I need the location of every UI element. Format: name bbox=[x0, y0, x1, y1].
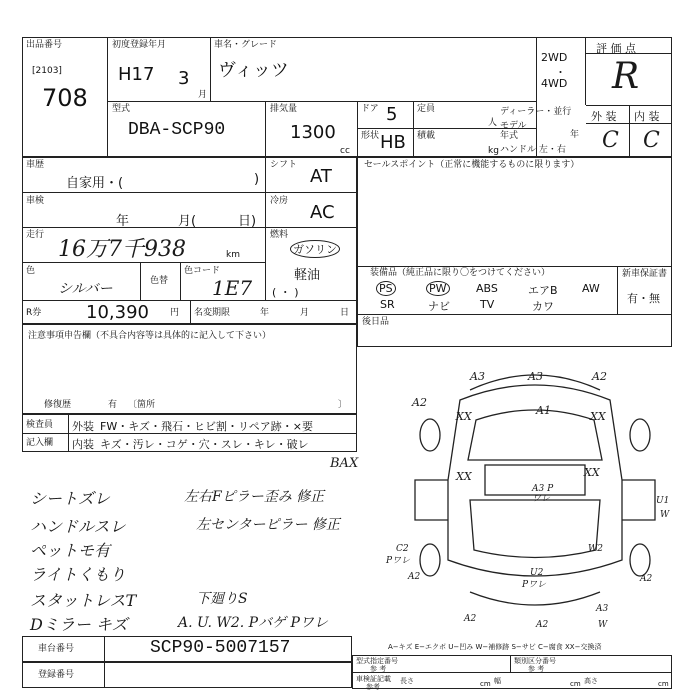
capacity-label: 定員 bbox=[417, 104, 436, 114]
diagram-mark: A3 bbox=[528, 370, 543, 383]
displacement-label: 排気量 bbox=[270, 104, 298, 114]
dims-unit: cm bbox=[570, 680, 581, 688]
chassis-label: 車台番号 bbox=[38, 644, 75, 654]
meigi-month: 月 bbox=[300, 308, 310, 318]
diagram-mark: Pワレ bbox=[522, 580, 547, 590]
inspection-day: 日) bbox=[238, 214, 257, 229]
equip-leather: カワ bbox=[532, 300, 554, 313]
meigi-year: 年 bbox=[260, 308, 270, 318]
type-spec-label: 型式指定番号 bbox=[356, 657, 398, 665]
diagram-mark: C2 bbox=[396, 544, 409, 554]
diagram-mark: A2 bbox=[408, 572, 421, 582]
displacement-value: 1300 bbox=[290, 122, 336, 143]
lot-number: 708 bbox=[42, 84, 88, 112]
fuel-gas: ガソリン bbox=[290, 240, 340, 258]
shift-label: シフト bbox=[270, 160, 298, 170]
first-reg-era: H17 bbox=[118, 64, 155, 85]
aircon-label: 冷房 bbox=[270, 196, 289, 206]
first-reg-label: 初度登録年月 bbox=[112, 40, 167, 50]
dealer-label: ディーラー・並行 bbox=[500, 107, 572, 117]
chassis-value: SCP90-5007157 bbox=[150, 638, 291, 658]
equip-aw: AW bbox=[582, 282, 600, 295]
type-spec-sub: 参 考 bbox=[370, 665, 387, 673]
grade-int-label: 内 装 bbox=[634, 110, 660, 123]
diagram-mark: U1 bbox=[656, 496, 670, 506]
color-code-label: 色コード bbox=[184, 266, 221, 276]
car-name-label: 車名・グレード bbox=[214, 40, 278, 50]
doors-label: ドア bbox=[361, 104, 379, 114]
handwritten-note: 左センターピラー 修正 bbox=[196, 517, 340, 533]
notes-label: 注意事項申告欄（不具合内容等は具体的に記入して下さい） bbox=[28, 331, 272, 341]
equip-pw: PW bbox=[426, 281, 450, 296]
handwritten-note: ペットモ有 bbox=[30, 541, 111, 560]
dims-label: 車検証記載 bbox=[356, 675, 391, 683]
grade-ext-label: 外 装 bbox=[591, 110, 617, 123]
load-unit: kg bbox=[488, 146, 499, 156]
equip-navi: ナビ bbox=[428, 300, 450, 313]
model-value: DBA-SCP90 bbox=[128, 120, 226, 140]
int-row-tag: 内装 bbox=[72, 438, 94, 451]
diagram-mark: U2 bbox=[530, 568, 544, 578]
mileage-value: 16万7千938 bbox=[58, 237, 186, 262]
class-number-label: 類別区分番号 bbox=[514, 657, 556, 665]
diagram-mark: W bbox=[598, 620, 608, 630]
meigi-label: 名変期限 bbox=[194, 308, 231, 318]
diagram-mark: XX bbox=[456, 470, 472, 483]
model-label: 型式 bbox=[112, 104, 131, 114]
diagram-mark: A2 bbox=[536, 620, 549, 630]
equip-airbag: エアB bbox=[528, 284, 558, 297]
equip-abs: ABS bbox=[476, 282, 498, 295]
handwritten-note: BAX bbox=[330, 456, 359, 471]
drive-4wd: 4WD bbox=[541, 77, 568, 90]
equip-ps: PS bbox=[376, 281, 396, 296]
model-year-unit: 年 bbox=[570, 130, 580, 140]
repair-close: 〕 bbox=[338, 400, 348, 410]
color-value: シルバー bbox=[58, 281, 113, 297]
handwritten-note: ライトくもり bbox=[30, 565, 126, 584]
diagram-mark: A3 bbox=[470, 370, 485, 383]
repair-label: 修復歴 bbox=[44, 400, 72, 410]
repair-value: 有 bbox=[108, 400, 118, 410]
history-close: ) bbox=[254, 172, 260, 187]
drive-dot: ・ bbox=[555, 66, 566, 79]
dims-unit: cm bbox=[658, 680, 669, 688]
mileage-label: 走行 bbox=[26, 230, 45, 240]
repair-place: 〔箇所 bbox=[128, 400, 156, 410]
aircon-value: AC bbox=[310, 202, 335, 223]
diagram-mark: A2 bbox=[464, 614, 477, 624]
load-label: 積載 bbox=[417, 131, 436, 141]
model-year-label: モデル年式 bbox=[500, 121, 527, 141]
handwritten-note: Dミラー キズ bbox=[30, 615, 128, 634]
dims-width: 幅 bbox=[494, 677, 501, 685]
grade-label: 評 価 点 bbox=[596, 42, 636, 55]
grade-value: R bbox=[612, 56, 640, 97]
fuel-label: 燃料 bbox=[270, 230, 289, 240]
fuel-other: ( ・ ) bbox=[272, 286, 299, 299]
doors-value: 5 bbox=[386, 104, 398, 125]
diagram-mark: A2 bbox=[412, 396, 427, 409]
handwritten-note: ハンドルスレ bbox=[30, 517, 126, 536]
legend: A−キズ E−エクボ U−凹み W−補修跡 S−サビ C−腐食 XX−交換済 bbox=[388, 643, 602, 651]
diagram-mark: XX bbox=[590, 410, 606, 423]
diagram-mark: W bbox=[660, 510, 670, 520]
inspection-month: 月( bbox=[178, 214, 197, 229]
lot-code: [2103] bbox=[32, 66, 62, 76]
mileage-unit: km bbox=[226, 250, 240, 260]
dims-length: 長さ bbox=[400, 677, 414, 685]
diagram-mark: Pワレ bbox=[386, 556, 411, 566]
car-name-value: ヴィッツ bbox=[218, 60, 289, 81]
capacity-unit: 人 bbox=[488, 118, 498, 128]
history-label: 車歴 bbox=[26, 160, 45, 170]
inspection-label: 車検 bbox=[26, 196, 45, 206]
handwritten-note: 左右Fピラー歪み 修正 bbox=[184, 489, 325, 505]
diagram-mark: XX bbox=[456, 410, 472, 423]
grade-ext-value: C bbox=[602, 128, 619, 153]
registration-label: 登録番号 bbox=[38, 670, 75, 680]
diagram-mark: A3 bbox=[596, 604, 609, 614]
dims-ref: 参考 bbox=[366, 683, 380, 691]
displacement-unit: cc bbox=[340, 146, 350, 156]
handwritten-note: シートズレ bbox=[30, 489, 110, 508]
warranty-value: 有・無 bbox=[627, 292, 660, 305]
ext-row-tag: 外装 bbox=[72, 420, 94, 433]
equip-tv: TV bbox=[480, 298, 495, 311]
int-row-items: キズ・汚レ・コゲ・穴・スレ・キレ・破レ bbox=[100, 438, 309, 451]
fuel-diesel: 軽油 bbox=[294, 268, 321, 283]
recycle-unit: 円 bbox=[170, 308, 180, 318]
history-value: 自家用・( bbox=[66, 176, 124, 191]
first-reg-month: 3 bbox=[178, 68, 190, 89]
diagram-mark: XX bbox=[584, 466, 600, 479]
record-label: 記入欄 bbox=[26, 438, 54, 448]
sales-point-label: セールスポイント（正常に機能するものに限ります） bbox=[364, 160, 580, 170]
color-change-label: 色替 bbox=[150, 276, 169, 286]
diagram-mark: A3 Pワレ bbox=[532, 484, 554, 504]
sales-block bbox=[357, 157, 672, 347]
body-type-label: 形状 bbox=[361, 131, 380, 141]
ext-row-items: FW・キズ・飛石・ヒビ割・リペア跡・×要 bbox=[100, 420, 313, 433]
color-label: 色 bbox=[26, 266, 36, 276]
inspector-label: 検査員 bbox=[26, 420, 54, 430]
grade-int-value: C bbox=[643, 128, 660, 153]
first-reg-month-unit: 月 bbox=[198, 90, 208, 100]
dims-unit: cm bbox=[480, 680, 491, 688]
diagram-mark: W2 bbox=[588, 544, 603, 554]
drive-2wd: 2WD bbox=[541, 51, 568, 64]
class-number-sub: 参 考 bbox=[528, 665, 545, 673]
handle-label: ハンドル 左・右 bbox=[500, 145, 566, 155]
handwritten-note: 下廻りS bbox=[196, 591, 248, 607]
rear-seat-label: 後日品 bbox=[362, 317, 390, 327]
body-type-value: HB bbox=[380, 132, 406, 153]
warranty-label: 新車保証書 bbox=[622, 269, 668, 279]
recycle-value: 10,390 bbox=[86, 302, 149, 323]
color-code-value: 1E7 bbox=[212, 276, 253, 300]
inspection-year: 年 bbox=[116, 214, 130, 229]
equip-sr: SR bbox=[380, 298, 395, 311]
handwritten-note: A. U. W2. Pバゲ Pワレ bbox=[178, 615, 328, 631]
diagram-mark: A2 bbox=[640, 574, 653, 584]
handwritten-note: スタットレスT bbox=[30, 591, 137, 610]
diagram-mark: A2 bbox=[592, 370, 607, 383]
shift-value: AT bbox=[310, 166, 332, 187]
meigi-day: 日 bbox=[340, 308, 350, 318]
diagram-mark: A1 bbox=[536, 404, 551, 417]
recycle-label: R券 bbox=[26, 308, 42, 318]
lot-label: 出品番号 bbox=[26, 40, 63, 50]
dims-height: 高さ bbox=[584, 677, 598, 685]
equipment-label: 装備品（純正品に限り〇をつけてください） bbox=[370, 268, 551, 278]
